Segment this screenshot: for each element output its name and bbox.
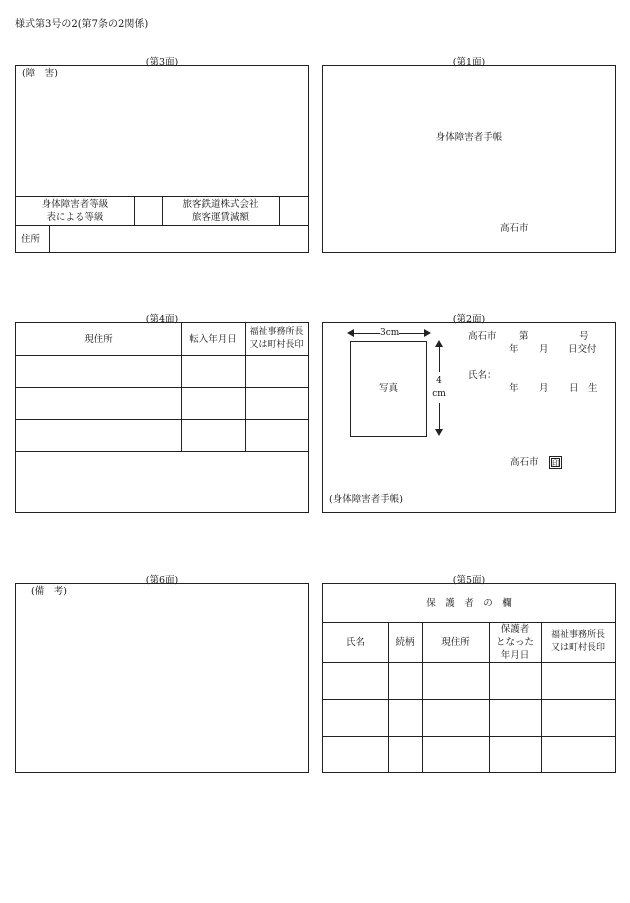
seal-stamp [549, 456, 562, 469]
table-row-line [16, 355, 308, 356]
divider [279, 196, 280, 225]
dimension-line [439, 346, 440, 372]
panel-3 [15, 65, 309, 253]
col-header-guardian-date [489, 623, 541, 662]
table-row-line [323, 699, 615, 700]
birth-year: 年 [509, 383, 519, 394]
col-header-guardian-date-line: 保護者 [500, 624, 530, 635]
col-header-guardian-date-line: となった [495, 637, 534, 648]
grade-table-label [16, 198, 134, 224]
number-prefix: 第 [519, 331, 529, 342]
city-name: 高石市 [500, 223, 529, 234]
birth-month: 月 [539, 383, 549, 394]
birth-day: 日 [569, 383, 579, 394]
number-suffix: 号 [579, 331, 589, 342]
photo-width-label: 3cm [380, 328, 400, 338]
panel-2 [322, 322, 616, 513]
dimension-line [350, 333, 380, 334]
issue-month: 月 [539, 344, 549, 355]
col-header-move-in-date: 転入年月日 [189, 334, 237, 345]
photo-height-label [431, 375, 447, 401]
photo-height-unit: cm [432, 389, 446, 399]
dimension-line [399, 333, 425, 334]
disability-label: (障 害) [22, 68, 58, 79]
grade-table-label-line: 表による等級 [46, 212, 104, 223]
rail-discount-label-line: 旅客運賃減額 [191, 212, 249, 223]
col-header-seal [541, 629, 615, 655]
panel-6-caption: (第6面) [145, 575, 179, 586]
col-header-seal-line: 福祉事務所長 [550, 630, 605, 640]
panel-2-caption: (第2面) [452, 314, 486, 325]
col-header-guardian-date-line: 年月日 [500, 650, 530, 661]
col-header-name: 氏名 [345, 637, 365, 648]
form-header-title: 様式第3号の2(第7条の2関係) [15, 19, 149, 30]
table-row-line [323, 736, 615, 737]
guardian-section-title: 保 護 者 の 欄 [426, 598, 512, 609]
issue-day-label: 日交付 [568, 344, 597, 355]
table-row-line [16, 387, 308, 388]
col-header-address: 現住所 [441, 637, 470, 648]
photo-box [350, 341, 427, 437]
photo-label: 写真 [378, 383, 398, 394]
panel-4 [15, 322, 309, 513]
name-label: 氏名： [468, 370, 497, 381]
col-header-seal [245, 326, 308, 352]
photo-height-number: 4 [436, 376, 442, 386]
dimension-line [439, 403, 440, 430]
table-row-line [323, 622, 615, 623]
grade-table-label-line: 身体障害者等級 [41, 199, 109, 210]
divider [49, 225, 50, 252]
issuer-city: 高石市 [468, 331, 497, 342]
panel-1 [322, 65, 616, 253]
table-row-line [16, 419, 308, 420]
birth-suffix: 生 [588, 383, 598, 394]
address-label: 住所 [21, 234, 41, 245]
remarks-label: (備 考) [31, 586, 67, 597]
panel-4-caption: (第4面) [145, 314, 179, 325]
arrow-down-icon [435, 429, 443, 436]
notebook-footer-label: (身体障害者手帳) [329, 494, 403, 505]
table-row-line [323, 662, 615, 663]
col-header-address: 現住所 [84, 334, 113, 345]
table-row-line [16, 451, 308, 452]
panel-5 [322, 583, 616, 773]
divider [134, 196, 135, 225]
panel-5-caption: (第5面) [452, 575, 486, 586]
col-header-seal-line: 又は町村長印 [550, 643, 605, 653]
rail-discount-label [162, 198, 279, 224]
notebook-title: 身体障害者手帳 [435, 132, 503, 143]
rail-discount-label-line: 旅客鉄道株式会社 [182, 199, 259, 210]
arrow-right-icon [424, 329, 431, 337]
panel-6 [15, 583, 309, 773]
issue-year: 年 [509, 344, 519, 355]
arrow-left-icon [347, 329, 354, 337]
divider [16, 225, 308, 226]
panel-1-caption: (第1面) [452, 57, 486, 68]
col-header-relation: 続柄 [395, 637, 415, 648]
seal-city: 高石市 [510, 457, 539, 468]
col-header-seal-line: 又は町村長印 [249, 340, 304, 350]
panel-3-caption: (第3面) [145, 57, 179, 68]
seal-mark: 印 [552, 459, 560, 468]
col-header-seal-line: 福祉事務所長 [249, 327, 304, 337]
